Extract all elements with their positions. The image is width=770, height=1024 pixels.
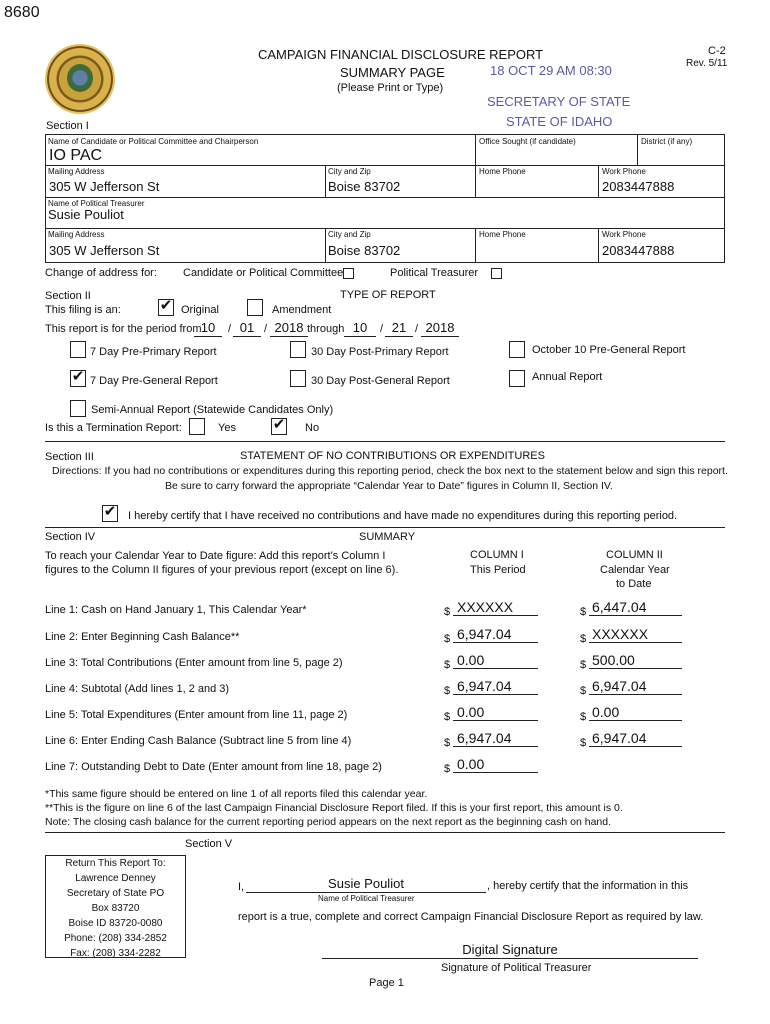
dollar-sign: $ [444,659,451,671]
summary-line-label: Line 1: Cash on Hand January 1, This Calendar Year* [45,604,307,616]
col2-heading-2: Calendar Year [600,564,670,576]
note-2: **This is the figure on line 6 of the last Campaign Financial Disclosure Report filed. If this is your first report, this amount is 0. [45,802,623,814]
signature-caption: Signature of Political Treasurer [441,962,592,974]
termination-label: Is this a Termination Report: [45,422,182,434]
filing-label: This filing is an: [45,304,121,316]
column1-value[interactable]: 6,947.04 [453,627,538,643]
district-label: District (if any) [641,137,693,146]
treasurer-work-phone[interactable]: 2083447888 [602,243,675,258]
stamp-office: SECRETARY OF STATE [487,94,631,109]
dollar-sign: $ [444,711,451,723]
col2-heading-1: COLUMN II [606,549,663,561]
dollar-sign: $ [580,711,587,723]
mailing-label: Mailing Address [48,167,105,176]
through-label: through [307,323,345,335]
work-phone-label: Work Phone [602,167,646,176]
postgeneral-30day-label: 30 Day Post-General Report [311,375,450,387]
certify-line-2: report is a true, complete and correct Campaign Financial Disclosure Report as required by law. [238,911,704,923]
form-title: CAMPAIGN FINANCIAL DISCLOSURE REPORT [258,47,544,62]
summary-line-label: Line 7: Outstanding Debt to Date (Enter amount from line 18, page 2) [45,761,382,773]
termination-no-label: No [305,422,320,434]
certify-name-caption: Name of Political Treasurer [318,894,415,903]
no-activity-checkbox[interactable] [102,505,118,522]
change-address-label: Change of address for: [45,267,157,279]
home-phone-label: Home Phone [479,167,526,176]
stamp-state: STATE OF IDAHO [506,114,613,129]
return-line: Box 83720 [91,903,140,914]
column1-value[interactable]: 0.00 [453,705,538,721]
postgeneral-30day-checkbox[interactable] [290,370,306,387]
oct10-pregeneral-checkbox[interactable] [509,341,525,358]
check-icon: ✔ [71,368,85,385]
from-year[interactable]: 2018 [270,320,308,337]
dollar-sign: $ [580,606,587,618]
column2-value[interactable]: XXXXXX [589,627,682,643]
treasurer-name[interactable]: Susie Pouliot [48,207,124,222]
work-phone-label-2: Work Phone [602,230,646,239]
column1-value[interactable]: 0.00 [453,757,538,773]
summary-line-label: Line 6: Enter Ending Cash Balance (Subtract line 5 from line 4) [45,735,352,747]
column1-value[interactable]: 6,947.04 [453,731,538,747]
section4-label: Section IV [45,531,96,543]
section3-directions-2: Be sure to carry forward the appropriate “Calendar Year to Date” figures in Column II, Section IV. [165,480,613,492]
to-year[interactable]: 2018 [421,320,459,337]
no-activity-certify: I hereby certify that I have received no contributions and have made no expenditures during this reporting period. [128,510,678,522]
summary-line-label: Line 5: Total Expenditures (Enter amount from line 11, page 2) [45,709,348,721]
amendment-checkbox[interactable] [247,299,263,316]
change-treasurer-checkbox[interactable] [491,268,502,279]
dollar-sign: $ [444,737,451,749]
type-of-report-label: TYPE OF REPORT [340,289,436,301]
semiannual-checkbox[interactable] [70,400,86,417]
from-day[interactable]: 01 [233,320,261,337]
certify-treasurer-name[interactable]: Susie Pouliot [246,876,486,893]
section2-label: Section II [45,290,91,302]
treasurer-label: Name of Political Treasurer [48,199,145,208]
summary-line-label: Line 4: Subtotal (Add lines 1, 2 and 3) [45,683,230,695]
dollar-sign: $ [580,633,587,645]
column2-value[interactable]: 6,947.04 [589,731,682,747]
section1-label: Section I [46,120,89,132]
committee-address[interactable]: 305 W Jefferson St [49,179,160,194]
dollar-sign: $ [444,633,451,645]
change-committee-checkbox[interactable] [343,268,354,279]
amendment-label: Amendment [272,304,332,316]
form-instruction: (Please Print or Type) [337,82,444,94]
to-day[interactable]: 21 [385,320,413,337]
return-line: Secretary of State PO [66,888,165,899]
form-revision: Rev. 5/11 [686,58,728,69]
semiannual-label: Semi-Annual Report (Statewide Candidates Only) [91,404,334,416]
dollar-sign: $ [444,685,451,697]
dollar-sign: $ [580,659,587,671]
slash-2: / [264,323,268,335]
section5-label: Section V [185,838,233,850]
return-address-box [45,855,186,958]
state-seal [45,44,115,114]
postprimary-30day-checkbox[interactable] [290,341,306,358]
oct10-pregeneral-label: October 10 Pre-General Report [532,344,686,356]
page-number: Page 1 [369,977,404,989]
dollar-sign: $ [580,685,587,697]
return-line: Boise ID 83720-0080 [68,918,163,929]
treasurer-address[interactable]: 305 W Jefferson St [49,243,160,258]
termination-no-checkbox[interactable] [271,418,287,435]
form-subtitle: SUMMARY PAGE [340,65,445,80]
col2-heading-3: to Date [616,578,652,590]
city-label-2: City and Zip [328,230,371,239]
note-3: Note: The closing cash balance for the current reporting period appears on the next report as the beginning cash on hand. [45,816,612,828]
column2-value[interactable]: 6,447.04 [589,600,682,616]
slash-4: / [415,323,419,335]
section4-intro-1: To reach your Calendar Year to Date figure: Add this report’s Column I [45,550,386,562]
name-label: Name of Candidate or Political Committee and Chairperson [48,137,259,146]
postprimary-30day-label: 30 Day Post-Primary Report [311,346,449,358]
slash-1: / [228,323,232,335]
note-1: *This same figure should be entered on line 1 of all reports filed this calendar year. [45,788,428,800]
preprimary-7day-checkbox[interactable] [70,341,86,358]
mailing-label-2: Mailing Address [48,230,105,239]
change-committee-label: Candidate or Political Committee [183,267,344,279]
section4-heading: SUMMARY [359,531,416,543]
treasurer-city[interactable]: Boise 83702 [328,243,401,258]
check-icon: ✔ [159,297,173,314]
return-line: Return This Report To: [65,858,166,869]
section3-directions-1: Directions: If you had no contributions or expenditures during this reporting period, check the box next to the statement below and sign this report. [52,465,728,477]
column1-value[interactable]: 0.00 [453,653,538,669]
signature-field[interactable]: Digital Signature [322,942,698,959]
to-month[interactable]: 10 [344,320,376,337]
period-label: This report is for the period from [45,323,202,335]
return-line: Fax: (208) 334-2282 [70,948,161,959]
certify-tail: , hereby certify that the information in this [487,880,689,892]
section4-intro-2: figures to the Column II figures of your previous report (except on line 6). [45,564,399,576]
check-icon: ✔ [272,416,286,433]
col1-heading-2: This Period [470,564,526,576]
return-line: Phone: (208) 334-2852 [64,933,167,944]
pregeneral-7day-label: 7 Day Pre-General Report [90,375,218,387]
committee-work-phone[interactable]: 2083447888 [602,179,675,194]
dollar-sign: $ [444,763,451,775]
pregeneral-7day-checkbox[interactable] [70,370,86,387]
home-phone-label-2: Home Phone [479,230,526,239]
check-icon: ✔ [103,503,117,520]
committee-city[interactable]: Boise 83702 [328,179,401,194]
summary-line-label: Line 2: Enter Beginning Cash Balance** [45,631,240,643]
column2-value[interactable]: 500.00 [589,653,682,669]
annual-report-label: Annual Report [532,371,603,383]
column1-value[interactable]: XXXXXX [453,600,538,616]
stamp-date: 18 OCT 29 AM 08:30 [490,63,612,78]
section3-heading: STATEMENT OF NO CONTRIBUTIONS OR EXPENDITURES [240,450,545,462]
summary-line-label: Line 3: Total Contributions (Enter amount from line 5, page 2) [45,657,343,669]
termination-yes-checkbox[interactable] [189,418,205,435]
dollar-sign: $ [580,737,587,749]
from-month[interactable]: 10 [194,320,222,337]
annual-report-checkbox[interactable] [509,370,525,387]
original-label: Original [181,304,219,316]
original-checkbox[interactable] [158,299,174,316]
slash-3: / [380,323,384,335]
termination-yes-label: Yes [218,422,236,434]
column1-value[interactable]: 6,947.04 [453,679,538,695]
city-label: City and Zip [328,167,371,176]
committee-name[interactable]: IO PAC [49,147,103,164]
col1-heading-1: COLUMN I [470,549,524,561]
office-label: Office Sought (if candidate) [479,137,576,146]
dollar-sign: $ [444,606,451,618]
certify-i-label: I, [238,881,245,893]
form-code: C-2 [708,45,726,57]
column2-value[interactable]: 0.00 [589,705,682,721]
form-number: 8680 [4,4,40,21]
section3-label: Section III [45,451,94,463]
preprimary-7day-label: 7 Day Pre-Primary Report [90,346,217,358]
return-line: Lawrence Denney [75,873,156,884]
change-treasurer-label: Political Treasurer [390,267,479,279]
column2-value[interactable]: 6,947.04 [589,679,682,695]
